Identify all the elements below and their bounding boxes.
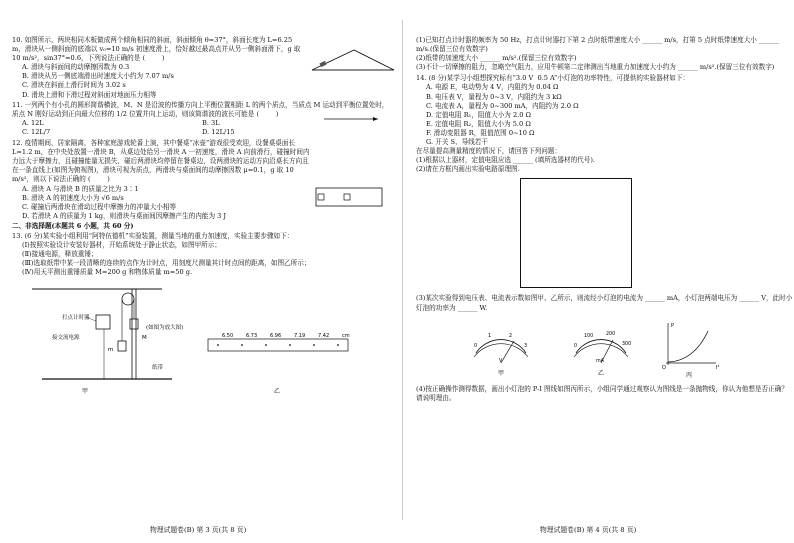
incline-figure bbox=[310, 44, 396, 74]
q12-opt-a: A. 滑块 A 与滑块 B 的质量之比为 3∶1 bbox=[22, 184, 139, 193]
left-page bbox=[12, 36, 390, 397]
page-divider bbox=[402, 20, 403, 520]
label-m: m bbox=[108, 347, 114, 354]
q14-sub-3: (3)某次实验得到电压表、电流表示数如图甲、乙所示，则流经小灯泡的电流为 ______ mA，小灯泡两端电压为 ______ V，此时小灯泡的功率为 ______ W. bbox=[416, 294, 793, 312]
q13-stem: 13. (6 分)某实验小组利用“阿特伍德机”实验装置，测量当地的重力加速度，实验主要步骤如下： bbox=[12, 231, 294, 240]
q13-step-3: (Ⅲ)选取纸带中某一段清晰的连续的点作为计时点，用刻度尺测量其计时点间的距离，如图乙所示； bbox=[22, 259, 311, 268]
label-timer: 打点计时器 bbox=[62, 315, 90, 322]
q14-item-a: A. 电源 E，电动势为 4 V，内阻约为 0.04 Ω bbox=[426, 83, 559, 92]
q13-step-1: (Ⅰ)按照实验设计安装好器材，开始系统处于静止状态，如图甲所示； bbox=[22, 241, 221, 250]
graph-label-p: P bbox=[671, 322, 675, 329]
q11-opt-b: B. 3L bbox=[202, 118, 220, 127]
label-jia: 甲 bbox=[82, 388, 89, 396]
amp-tick-0: 0 bbox=[574, 343, 578, 349]
volt-tick-3: 3 bbox=[524, 343, 528, 349]
tape-value-4: 7.19 bbox=[294, 333, 306, 340]
amp-tick-2: 200 bbox=[606, 331, 616, 337]
tape-value-3: 6.96 bbox=[270, 333, 282, 340]
label-enlarged: (如图为放大图) bbox=[146, 325, 184, 332]
q14-item-f: F. 滑动变阻器 R，阻值范围 0~10 Ω bbox=[426, 128, 535, 137]
table-topview-figure bbox=[314, 185, 386, 209]
question-13 bbox=[12, 232, 390, 277]
wave-direction-figure bbox=[322, 114, 382, 124]
atwood-figure bbox=[12, 279, 390, 397]
right-page bbox=[416, 36, 794, 403]
q14-item-c: C. 电流表 A，量程为 0~300 mA，内阻约为 2.0 Ω bbox=[426, 101, 579, 110]
tape-value-1: 6.50 bbox=[222, 333, 234, 340]
meter-label-yi: 乙 bbox=[598, 369, 605, 377]
tape-value-5: 7.42 bbox=[318, 333, 330, 340]
q13-sub-3: (3)不计一切摩擦的阻力，忽略空气阻力，应用牛顿第二定律测出当地重力加速度大小约为 ______ m/s².(保留三位有效数字) bbox=[416, 63, 775, 72]
volt-unit: V bbox=[499, 358, 503, 364]
label-tape: 纸带 bbox=[152, 365, 164, 372]
question-11 bbox=[12, 101, 390, 137]
question-12 bbox=[12, 139, 390, 221]
amp-tick-3: 300 bbox=[622, 341, 632, 347]
label-yi: 乙 bbox=[274, 388, 281, 396]
q14-sub-4: (4)按正确操作测得数据，画出小灯泡的 P-I 图线如图丙所示，小组同学通过观察认为图线是一条抛物线，你认为他想是否正确？请说明理由。 bbox=[416, 384, 788, 402]
q10-opt-c: C. 滑块在斜面上滑行时间为 3.02 s bbox=[22, 81, 126, 90]
q14-stem: 14. (8 分)某学习小组想探究标有“3.0 V 0.5 A”小灯泡的功率特性，可提供的实验器材如下： bbox=[416, 74, 690, 83]
footer-right: 物理试题卷(B) 第 4 页(共 8 页) bbox=[540, 526, 637, 534]
q14-sub-2: (2)请在方框内画出实验电路原理图. bbox=[416, 165, 520, 174]
volt-tick-2: 2 bbox=[509, 333, 513, 339]
section-2-heading: 二、非选择题(本题共 6 小题，共 60 分) bbox=[12, 221, 134, 230]
q12-opt-d: D. 若滑块 A 的质量为 1 kg，则滑块与桌面间因摩擦产生的内能为 3 J bbox=[22, 211, 227, 220]
question-10 bbox=[12, 36, 390, 100]
q13-sub-2: (2)纸带的加速度大小 ______ m/s².(保留三位有效数字) bbox=[416, 54, 577, 63]
q14-item-d: D. 定值电阻 R₁，阻值大小为 2.0 Ω bbox=[426, 110, 532, 119]
footer-left: 物理试题卷(B) 第 3 页(共 8 页) bbox=[150, 526, 247, 534]
q10-paren: ( ) bbox=[142, 54, 165, 63]
q14-item-e: E. 定值电阻 R₂，阻值大小为 5.0 Ω bbox=[426, 119, 531, 128]
q13-sub-1: (1)已知打点计时器的频率为 50 Hz，打点计时器打下第 2 点时纸带速度大小 ______ m/s，打第 5 点时纸带速度大小 ______ m/s.(保留三位有效数字) bbox=[416, 36, 781, 54]
volt-tick-0: 0 bbox=[474, 343, 478, 349]
q12-paren: ( ) bbox=[87, 175, 110, 184]
amp-tick-1: 100 bbox=[584, 333, 594, 339]
q12-opt-b: B. 滑块 A 的初速度大小为 √6 m/s bbox=[22, 193, 124, 202]
q14-item-b: B. 电压表 V，量程为 0~3 V，内阻约为 3 kΩ bbox=[426, 92, 562, 101]
tape-value-2: 6.73 bbox=[246, 333, 258, 340]
q10-opt-d: D. 滑块上滑和下滑过程对斜面对地面压力相等 bbox=[22, 90, 157, 99]
q14-sub-1: (1)根据以上器材，定值电阻应选 ______ (填所选器材的代号). bbox=[416, 156, 596, 165]
q11-opt-d: D. 12L/15 bbox=[202, 127, 235, 136]
q14-item-g: G. 开关 S、导线若干 bbox=[426, 138, 488, 147]
volt-tick-1: 1 bbox=[488, 333, 492, 339]
q13-step-2: (Ⅱ)接通电源，释放重锤； bbox=[22, 250, 98, 259]
label-ac-source: 接交流电源 bbox=[52, 335, 80, 342]
q11-opt-c: C. 12L/7 bbox=[22, 127, 51, 136]
tape-unit: cm bbox=[342, 333, 350, 340]
meter-label-bing: 丙 bbox=[686, 371, 693, 379]
graph-label-o: O bbox=[662, 364, 666, 371]
q11-opt-a: A. 12L bbox=[22, 118, 44, 127]
meters-figure bbox=[416, 315, 794, 379]
meter-label-jia: 甲 bbox=[498, 369, 505, 377]
amp-unit: mA bbox=[596, 358, 604, 364]
graph-label-i2: I² bbox=[716, 364, 720, 371]
q11-paren: ( ) bbox=[256, 109, 279, 118]
q11-stem: 11. 一列两个有小孔的圆形简谐横波，M、N 是沿波的传播方向上平衡位置相距 L 的两个质点，当质点 M 运动到平衡位置处时，质点 N 刚好运动到正向最大位移的 1/2 位置并向上运动，则该简谐波的波长可能是 bbox=[12, 100, 389, 118]
q10-opt-b: B. 滑块从另一侧底端滑出时速度大小约为 7.07 m/s bbox=[22, 72, 174, 81]
q12-stem: 12. 疫情期间，居家隔离，各种家庭游戏轮番上演，其中餐桌“冰壶”游戏很受欢迎，设餐桌桌面长 L=1.2 m，在中央处放置一滑块 B，从桌边处给另一滑块 A 一初速度，滑块 A 向前滑行，碰撞时间内力远大于摩擦力，且碰撞能量无损失，碰后两滑块均停留在餐桌边，设两滑块的运动方向沿桌长方向且在一条直线上(如图为俯视图)，滑块可视为质点，两滑块与桌面间的动摩擦因数 μ=0.1，g 取 10 m/s²，则以下说法正确的 bbox=[12, 139, 310, 184]
q13-step-4: (Ⅳ)用天平测出重锤质量 M=200 g 和物体质量 m=50 g. bbox=[22, 268, 193, 277]
label-M: M bbox=[142, 335, 147, 342]
q14-note: 在尽量提高测量精度的情况下，请回答下列问题： bbox=[416, 147, 562, 156]
tape-dots bbox=[217, 345, 339, 347]
q10-opt-a: A. 滑块与斜面间的动摩擦因数为 0.3 bbox=[22, 63, 130, 72]
q12-opt-c: C. 碰撞后两滑块在滑动过程中摩擦力的冲量大小相等 bbox=[22, 202, 177, 211]
q10-stem: 10. 如图所示，两块相同木板做成两个倾角相同的斜面，斜面倾角 θ=37°，斜面长度为 L=6.25 m，滑块从一侧斜面的底端以 v₀=10 m/s 初速度滑上，恰好越过最高点并从另一侧斜面滑下，g 取 10 m/s²，sin37°=0.6，下列说法正确的是 bbox=[12, 36, 303, 63]
circuit-answer-box[interactable] bbox=[520, 178, 632, 288]
